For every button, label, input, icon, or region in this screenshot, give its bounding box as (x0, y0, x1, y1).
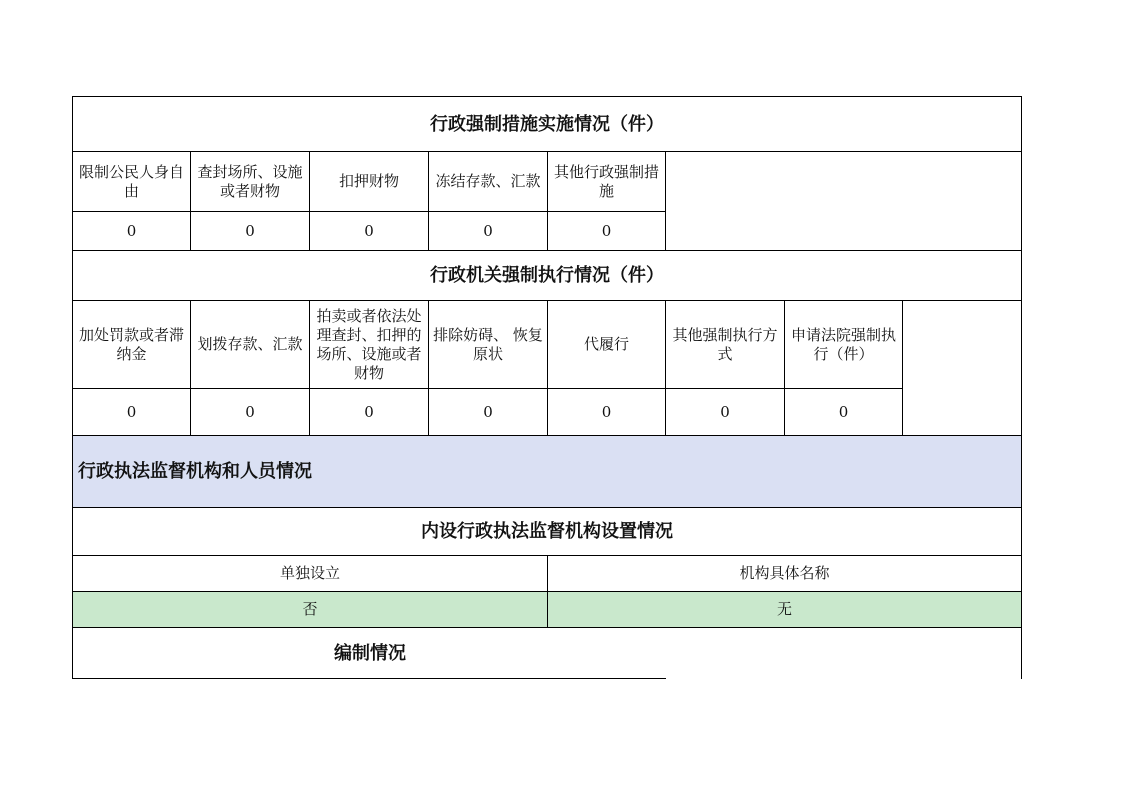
section-title-internal-supervision: 内设行政执法监督机构设置情况 (72, 508, 1022, 556)
table-value-cell: 0 (72, 389, 191, 436)
table-header-cell: 限制公民人身自由 (72, 152, 191, 212)
partial-bottom-border (72, 678, 666, 679)
table-value-cell: 0 (548, 212, 666, 251)
table-value-cell: 0 (666, 389, 785, 436)
table-value-cell: 0 (191, 389, 310, 436)
table-value-cell: 无 (548, 592, 1022, 628)
table-header-cell: 单独设立 (72, 556, 548, 592)
table-header-cell: 扣押财物 (310, 152, 429, 212)
section-title-staffing: 编制情况 (72, 628, 1022, 679)
table-header-cell: 其他行政强制措施 (548, 152, 666, 212)
table-value-cell: 0 (310, 212, 429, 251)
table-header-cell: 排除妨碍、 恢复原状 (429, 301, 548, 389)
table-header-cell: 冻结存款、汇款 (429, 152, 548, 212)
table-header-cell: 机构具体名称 (548, 556, 1022, 592)
table-header-cell: 查封场所、设施或者财物 (191, 152, 310, 212)
table-value-cell: 0 (785, 389, 903, 436)
empty-cell (903, 301, 1022, 436)
table-value-cell: 0 (72, 212, 191, 251)
table-value-cell: 0 (548, 389, 666, 436)
section-title-supervision-agencies: 行政执法监督机构和人员情况 (72, 436, 1022, 508)
empty-cell (666, 152, 1022, 251)
table-value-cell: 否 (72, 592, 548, 628)
section-title-enforcement-execution: 行政机关强制执行情况（件） (72, 251, 1022, 301)
table-header-cell: 划拨存款、汇款 (191, 301, 310, 389)
table-header-cell: 其他强制执行方式 (666, 301, 785, 389)
table-header-cell: 拍卖或者依法处理查封、扣押的场所、设施或者财物 (310, 301, 429, 389)
table-value-cell: 0 (429, 212, 548, 251)
table-value-cell: 0 (191, 212, 310, 251)
section-title-enforcement-measures: 行政强制措施实施情况（件） (72, 96, 1022, 152)
table-header-cell: 申请法院强制执行（件） (785, 301, 903, 389)
table-value-cell: 0 (310, 389, 429, 436)
table-value-cell: 0 (429, 389, 548, 436)
table-header-cell: 加处罚款或者滞纳金 (72, 301, 191, 389)
table-header-cell: 代履行 (548, 301, 666, 389)
